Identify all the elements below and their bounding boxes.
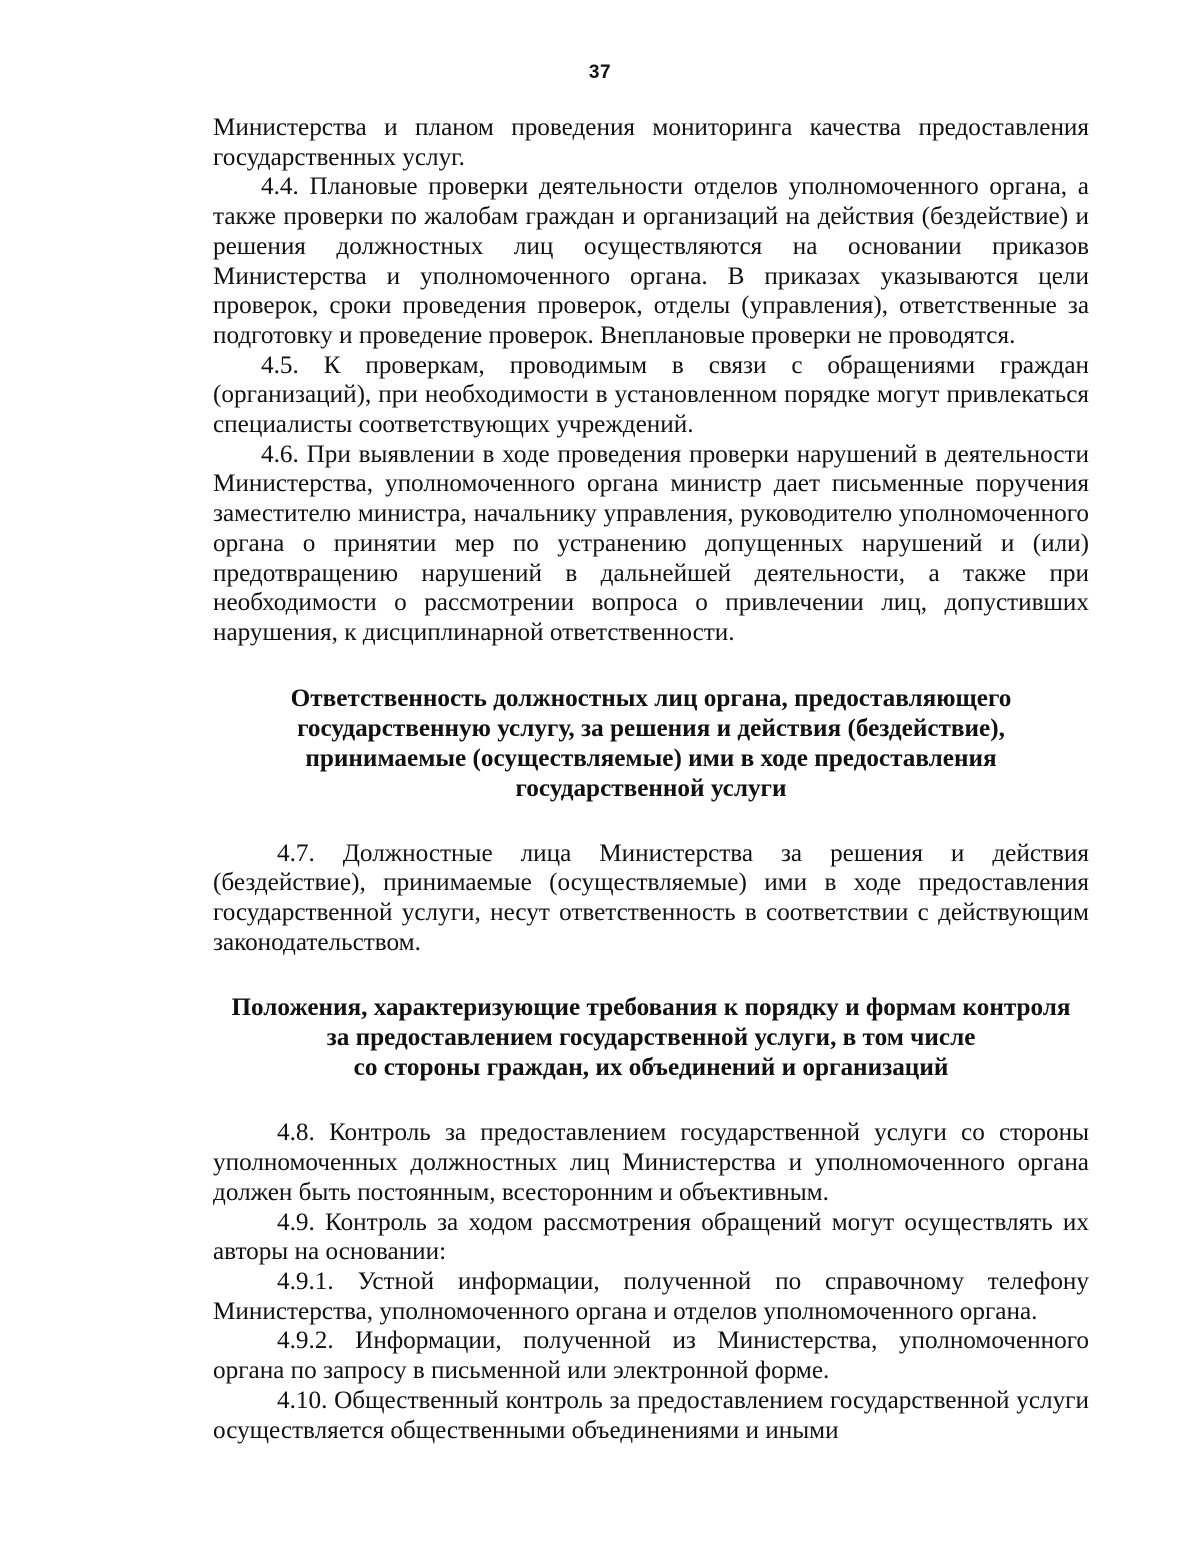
- paragraph-4-7: 4.7. Должностные лица Министерства за решения и действия (бездействие), принимаемые (осуществляемые) ими в ходе предоставления государственной услуги, несут ответственность в соответствии с действующим законодательством.: [213, 839, 1089, 956]
- section-heading-responsibility: Ответственность должностных лиц органа, предоставляющего государственную услугу, за решения и действия (бездействие), принимаемые (осуществляемые) ими в ходе предоставления государственной услуги: [290, 684, 1012, 802]
- paragraph-4-9-1: 4.9.1. Устной информации, полученной по справочному телефону Министерства, уполномоченного органа и отделов уполномоченного органа.: [213, 1267, 1089, 1325]
- document-body: [213, 113, 1089, 1445]
- paragraph-4-10: 4.10. Общественный контроль за предоставлением государственной услуги осуществляется общественными объединениями и иными: [213, 1386, 1089, 1444]
- paragraph-4-9-2: 4.9.2. Информации, полученной из Министерства, уполномоченного органа по запросу в письменной или электронной форме.: [213, 1327, 1089, 1385]
- page-number: 37: [588, 62, 612, 83]
- section-heading-control: Положения, характеризующие требования к порядку и формам контроля за предоставлением государственной услуги, в том числе со стороны граждан, их объединений и организаций: [231, 994, 1071, 1082]
- paragraph-4-5: 4.5. К проверкам, проводимым в связи с обращениями граждан (организаций), при необходимости в установленном порядке могут привлекаться специалисты соответствующих учреждений.: [213, 351, 1089, 439]
- paragraph-4-9: 4.9. Контроль за ходом рассмотрения обращений могут осуществлять их авторы на основании:: [213, 1208, 1089, 1266]
- paragraph-4-8: 4.8. Контроль за предоставлением государственной услуги со стороны уполномоченных должностных лиц Министерства и уполномоченного органа должен быть постоянным, всесторонним и объективным.: [213, 1119, 1089, 1206]
- paragraph-4-6: 4.6. При выявлении в ходе проведения проверки нарушений в деятельности Министерства, уполномоченного органа министр дает письменные поручения заместителю министра, начальнику управления, руководителю уполномоченного органа о принятии мер по устранению допущенных нарушений и (или) предотвращению нарушений в дальнейшей деятельности, а также при необходимости о рассмотрении вопроса о привлечении лиц, допустивших нарушения, к дисциплинарной ответственности.: [213, 440, 1089, 646]
- spacer: [213, 957, 1089, 993]
- spacer: [213, 804, 1089, 839]
- spacer: [213, 648, 1089, 684]
- paragraph-4-4: 4.4. Плановые проверки деятельности отделов уполномоченного органа, а также проверки по жалобам граждан и организаций на действия (бездействие) и решения должностных лиц осуществляются на основании приказов Министерства и уполномоченного органа. В приказах указываются цели проверок, сроки проведения проверок, отделы (управления), ответственные за подготовку и проведение проверок. Внеплановые проверки не проводятся.: [213, 173, 1089, 349]
- paragraph-continuation: Министерства и планом проведения мониторинга качества предоставления государственных услуг.: [213, 114, 1089, 171]
- spacer: [213, 1083, 1089, 1118]
